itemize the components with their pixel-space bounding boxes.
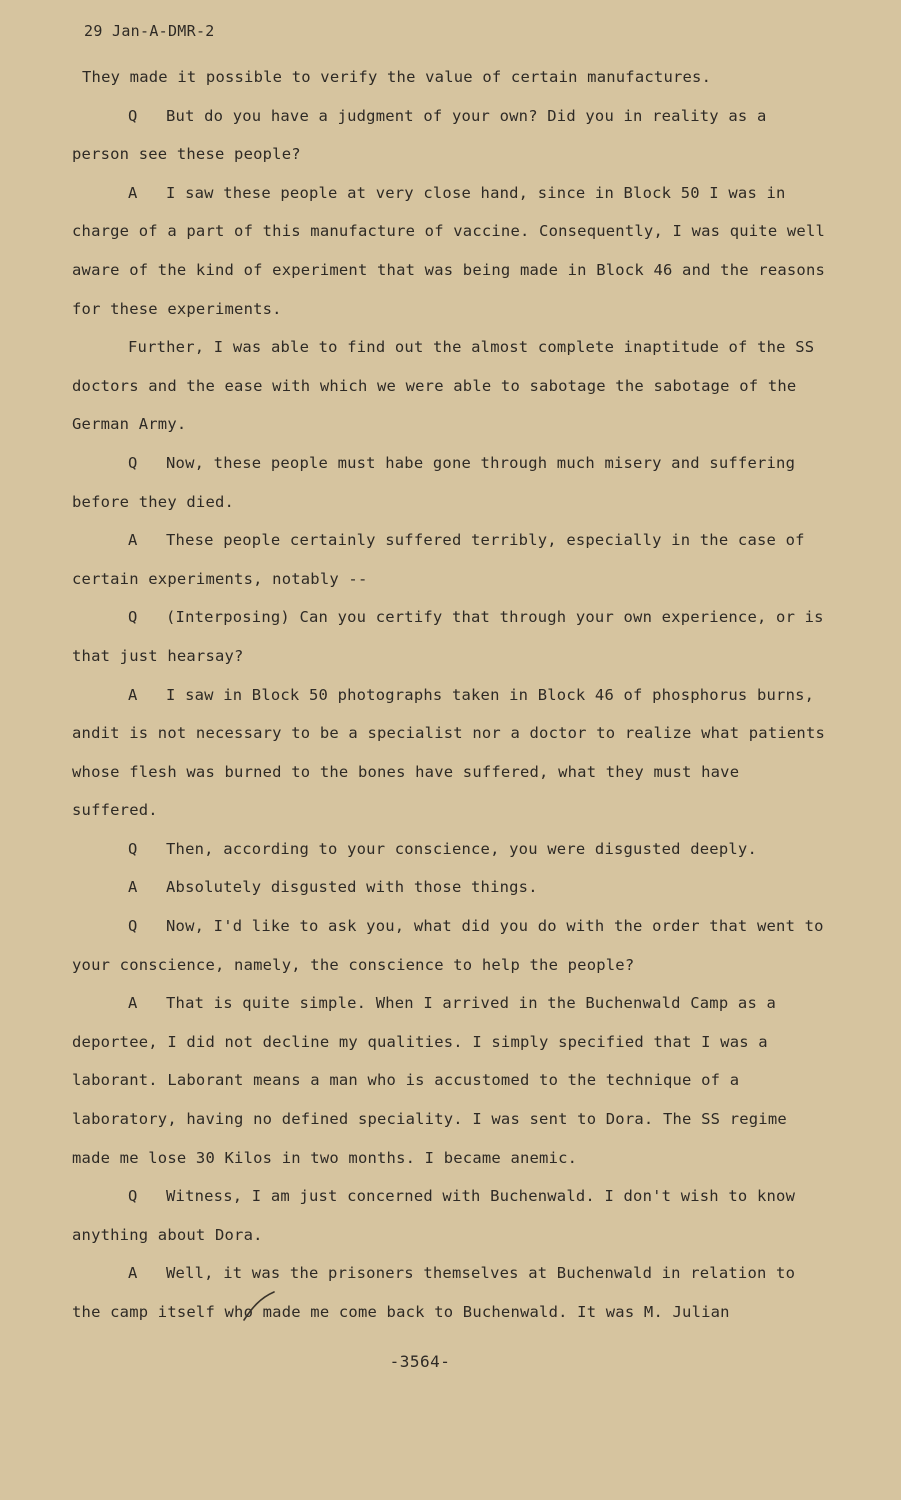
paragraph-text: These people certainly suffered terribly, especially in the case of certain experiments, notably --	[72, 531, 805, 588]
paragraph	[72, 328, 832, 444]
paragraph	[72, 58, 832, 97]
speaker-label: A	[128, 685, 138, 704]
answer-paragraph	[72, 521, 832, 598]
paragraph-text: They made it possible to verify the value of certain manufactures.	[82, 68, 712, 86]
speaker-label: A	[128, 994, 138, 1013]
speaker-label: Q	[128, 106, 138, 125]
page-number: -3564-	[389, 1352, 451, 1371]
speaker-label: A	[128, 531, 138, 550]
paragraph-text: I saw in Block 50 photographs taken in Block 46 of phosphorus burns, andit is not necessary to be a specialist nor a doctor to realize what patients whose flesh was burned to the bones have suffered, what they must have suffered.	[72, 685, 826, 820]
speaker-label: Q	[128, 839, 138, 858]
paragraph-text: Witness, I am just concerned with Buchenwald. I don't wish to know anything about Dora.	[72, 1187, 796, 1244]
answer-paragraph	[72, 1254, 832, 1331]
answer-paragraph	[72, 174, 832, 328]
speaker-label: A	[128, 878, 138, 897]
answer-paragraph	[72, 984, 832, 1177]
page-header: 29 Jan-A-DMR-2	[84, 22, 215, 40]
paragraph-text: That is quite simple. When I arrived in the Buchenwald Camp as a deportee, I did not decline my qualities. I simply specified that I was a laborant. Laborant means a man who is accustomed to the technique of a laboratory, having no defined speciality. I was sent to Dora. The SS regime made me lose 30 Kilos in two months. I became anemic.	[72, 994, 787, 1167]
speaker-label: A	[128, 183, 138, 202]
speaker-label: Q	[128, 917, 138, 936]
paragraph-text: Now, these people must habe gone through much misery and suffering before they died.	[72, 453, 796, 511]
transcript-body	[72, 58, 832, 1332]
question-paragraph	[72, 444, 832, 521]
answer-paragraph	[72, 868, 832, 907]
question-paragraph	[72, 97, 832, 174]
question-paragraph	[72, 1177, 832, 1254]
paragraph-text: But do you have a judgment of your own? Did you in reality as a person see these people?	[72, 106, 767, 164]
paragraph-text: Then, according to your conscience, you were disgusted deeply.	[166, 839, 757, 858]
paragraph-text: Well, it was the prisoners themselves at Buchenwald in relation to the camp itself who made me come back to Buchenwald. It was M. Julian	[72, 1264, 796, 1321]
question-paragraph	[72, 830, 832, 869]
question-paragraph	[72, 598, 832, 675]
paragraph-text: Further, I was able to find out the almost complete inaptitude of the SS doctors and the ease with which we were able to sabotage the sabotage of the German Army.	[72, 338, 815, 434]
speaker-label: Q	[128, 608, 138, 627]
paragraph-text: Absolutely disgusted with those things.	[166, 878, 538, 897]
paragraph-text: Now, I'd like to ask you, what did you do with the order that went to your conscience, namely, the conscience to help the people?	[72, 917, 824, 974]
question-paragraph	[72, 907, 832, 984]
speaker-label: Q	[128, 453, 138, 472]
speaker-label: Q	[128, 1187, 138, 1206]
speaker-label: A	[128, 1264, 138, 1283]
paragraph-text: (Interposing) Can you certify that through your own experience, or is that just hearsay?	[72, 608, 824, 665]
paragraph-text: I saw these people at very close hand, since in Block 50 I was in charge of a part of this manufacture of vaccine. Consequently, I was quite well aware of the kind of experiment that was being made in Block 46 and the reasons for these experiments.	[72, 183, 826, 318]
answer-paragraph	[72, 676, 832, 830]
pencil-annotation-mark	[240, 1288, 280, 1328]
